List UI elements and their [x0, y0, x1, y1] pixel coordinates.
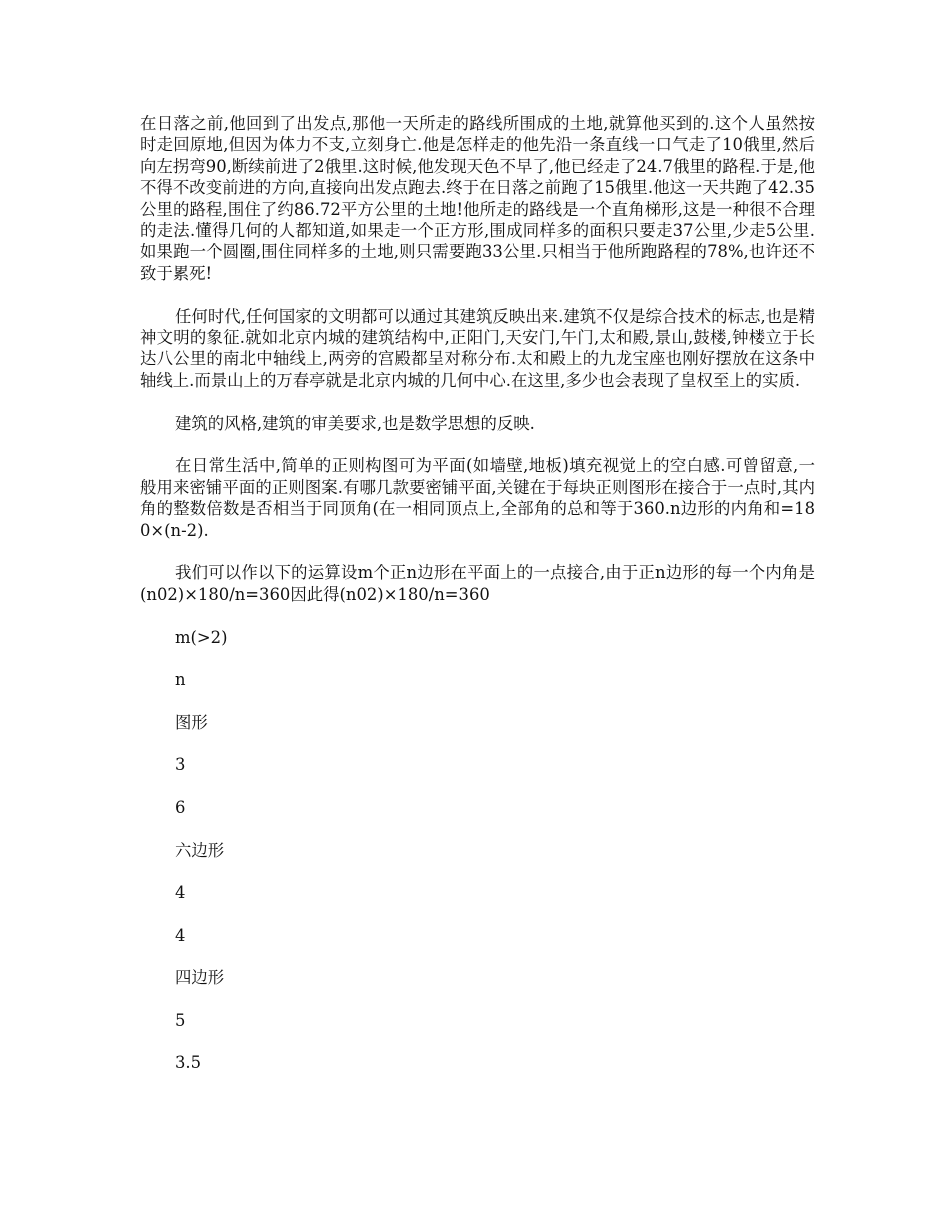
list-item: 四边形	[175, 968, 225, 988]
list-item: 3.5	[175, 1053, 202, 1073]
list-item: 4	[175, 883, 186, 903]
list-item: 六边形	[175, 840, 225, 860]
value-list	[140, 627, 815, 1074]
paragraph-tiling: 在日常生活中,简单的正则构图可为平面(如墙壁,地板)填充视觉上的空白感.可曾留意,一般用来密铺平面的正则图案.有哪几款要密铺平面,关键在于每块正则图形在接合于一点时,其内角的整数倍数是否相当于同顶角(在一相同顶点上,全部角的总和等于360.n边形的内角和=180×(n-2).	[140, 456, 815, 540]
paragraph-architecture: 任何时代,任何国家的文明都可以通过其建筑反映出来.建筑不仅是综合技术的标志,也是精神文明的象征.就如北京内城的建筑结构中,正阳门,天安门,午门,太和殿,景山,鼓楼,钟楼立于长达八公里的南北中轴线上,两旁的宫殿都呈对称分布.太和殿上的九龙宝座也刚好摆放在这条中轴线上.而景山上的万春亭就是北京内城的几何中心.在这里,多少也会表现了皇权至上的实质.	[140, 306, 815, 390]
list-item: 5	[175, 1010, 186, 1030]
list-item: n	[175, 670, 186, 690]
document-page	[140, 113, 815, 1074]
list-item: m(>2)	[175, 627, 228, 647]
paragraph-land-purchase: 在日落之前,他回到了出发点,那他一天所走的路线所围成的土地,就算他买到的.这个人虽然按时走回原地,但因为体力不支,立刻身亡.他是怎样走的他先沿一条直线一口气走了10俄里,然后向左拐弯90,断续前进了2俄里.这时候,他发现天色不早了,他已经走了24.7俄里的路程.于是,他不得不改变前进的方向,直接向出发点跑去.终于在日落之前跑了15俄里.他这一天共跑了42.35公里的路程,围住了约86.72平方公里的土地!他所走的路线是一个直角梯形,这是一种很不合理的走法.懂得几何的人都知道,如果走一个正方形,围成同样多的面积只要走37公里,少走5公里.如果跑一个圆圈,围住同样多的土地,则只需要跑33公里.只相当于他所跑路程的78%,也许还不致于累死!	[140, 114, 815, 283]
list-item: 6	[175, 797, 186, 817]
list-item: 4	[175, 925, 186, 945]
paragraph-architecture-style: 建筑的风格,建筑的审美要求,也是数学思想的反映.	[175, 413, 535, 433]
paragraph-calculation: 我们可以作以下的运算设m个正n边形在平面上的一点接合,由于正n边形的每一个内角是(n02)×180/n=360因此得(n02)×180/n=360	[140, 563, 815, 604]
list-item: 图形	[175, 712, 208, 732]
list-item: 3	[175, 755, 186, 775]
